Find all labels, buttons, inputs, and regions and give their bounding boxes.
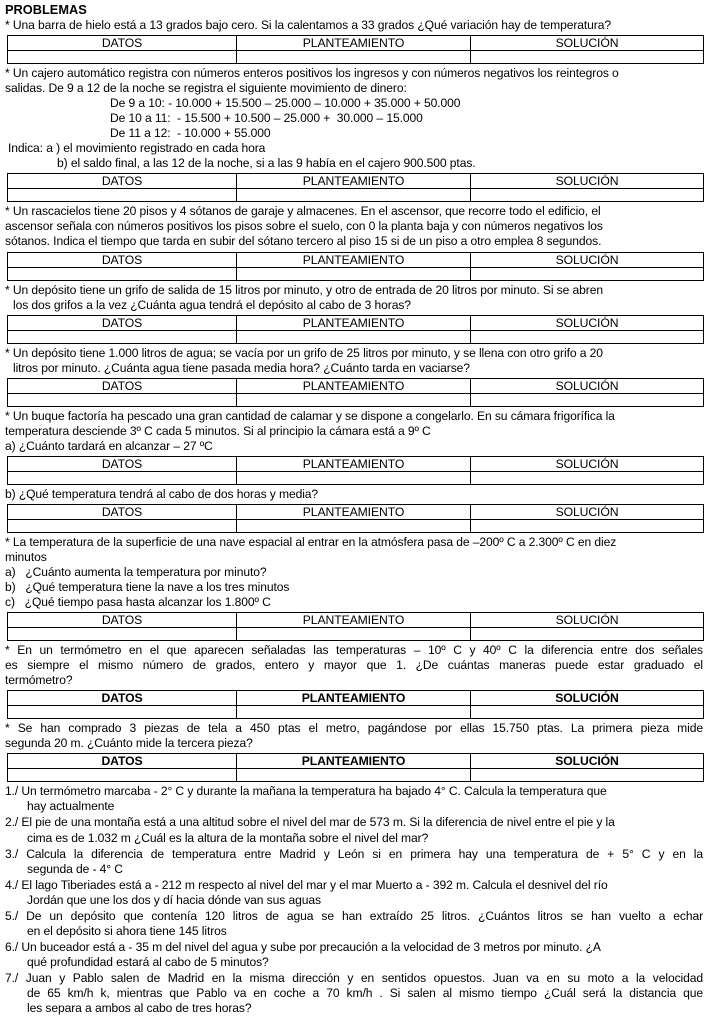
answer-cell-planteamiento <box>237 393 471 406</box>
answer-cell-datos <box>8 628 237 641</box>
table-header-datos: DATOS <box>8 504 237 519</box>
problem-text-line: 2./ El pie de una montaña está a una altitud sobre el nivel del mar de 573 m. Si la diferencia de nivel entre el pie y la <box>5 815 615 830</box>
answer-cell-datos <box>8 769 237 782</box>
problem-text-line: * Un cajero automático registra con números enteros positivos los ingresos y con números negativos los reintegros o <box>5 66 619 81</box>
problem-text-line: es siempre el mismo número de grados, entero y mayor que 1. ¿De cuántas maneras puede estar graduado el <box>5 658 703 673</box>
problem-text-line: cima es de 1.032 m ¿Cuál es la altura de la montaña sobre el nivel del mar? <box>27 830 429 845</box>
problem-text-line: segunda 20 m. ¿Cuánto mide la tercera pieza? <box>5 736 253 751</box>
problem-text-line: Indica: a ) el movimiento registrado en cada hora <box>8 141 266 156</box>
problem-text-line: 6./ Un buceador está a - 35 m del nivel del agua y sube por precaución a la velocidad de 3 metros por minuto. ¿A <box>5 939 601 954</box>
answer-cell-planteamiento <box>237 769 471 782</box>
answer-cell-solucion <box>471 706 704 719</box>
answer-cell-planteamiento <box>237 51 471 64</box>
problem-paragraph <box>5 847 703 877</box>
problem-text-line: De 10 a 11: - 15.500 + 10.500 – 25.000 + 30.000 – 15.000 <box>110 111 423 126</box>
problem-text-line: a) ¿Cuánto aumenta la temperatura por minuto? <box>5 564 267 579</box>
problem-text-line: a) ¿Cuánto tardará en alcanzar – 27 ºC <box>5 438 213 453</box>
problem-text-line: 4./ El lago Tiberiades está a - 212 m respecto al nivel del mar y el mar Muerto a - 392 m. Calcula el desnivel del río <box>5 877 608 892</box>
problem-text-line: qué profundidad estará al cabo de 5 minutos? <box>27 954 269 969</box>
answer-cell-datos <box>8 189 237 202</box>
problem-paragraph <box>5 204 703 249</box>
table-header-planteamiento: PLANTEAMIENTO <box>237 613 471 628</box>
answers-table <box>7 753 704 782</box>
problem-text-line: en el depósito si ahora tiene 145 litros <box>27 923 227 938</box>
answer-cell-datos <box>8 393 237 406</box>
problem-paragraph <box>5 721 703 751</box>
answers-table <box>7 173 704 202</box>
problem-text-line: b) el saldo final, a las 12 de la noche, si a las 9 había en el cajero 900.500 ptas. <box>57 156 476 171</box>
problem-text-line: b) ¿Qué temperatura tiene la nave a los tres minutos <box>5 580 290 595</box>
problem-text-line: Jordán que une los dos y dí hacia dónde van sus aguas <box>27 892 321 907</box>
answer-cell-datos <box>8 471 237 484</box>
table-header-planteamiento: PLANTEAMIENTO <box>237 456 471 471</box>
problem-text-line: * En un termómetro en el que aparecen señaladas las temperaturas – 10º C y 40º C la diferencia entre dos señales <box>5 643 703 658</box>
problem-paragraph <box>5 346 703 376</box>
problem-text-line: temperatura desciende 3º C cada 5 minutos. Si al principio la cámara está a 9º C <box>5 423 431 438</box>
problem-paragraph <box>5 535 703 610</box>
problem-paragraph <box>5 940 703 970</box>
problem-text-line: De 9 a 10: - 10.000 + 15.500 – 25.000 – 10.000 + 35.000 + 50.000 <box>110 96 461 111</box>
problem-text-line: les separa a ambos al cabo de tres horas? <box>27 1001 252 1016</box>
problem-text-line: minutos <box>5 549 47 564</box>
problem-paragraph <box>5 283 703 313</box>
answer-cell-solucion <box>471 330 704 343</box>
answer-cell-planteamiento <box>237 628 471 641</box>
problem-text-line: 1./ Un termómetro marcaba - 2° C y durante la mañana la temperatura ha bajado 4° C. Calcula la temperatura que <box>5 784 607 799</box>
answer-cell-solucion <box>471 519 704 532</box>
problem-text-line: * Un depósito tiene un grifo de salida de 15 litros por minuto, y otro de entrada de 20 litros por minuto. Si se abren <box>5 282 603 297</box>
problem-text-line: * La temperatura de la superficie de una nave espacial al entrar en la atmósfera pasa de –200º C a 2.300º C en diez <box>5 534 617 549</box>
problem-paragraph <box>5 815 703 845</box>
problem-text-line: De 11 a 12: - 10.000 + 55.000 <box>110 126 271 141</box>
problem-paragraph <box>5 409 703 454</box>
problem-text-line: litros por minuto. ¿Cuánta agua tiene pasada media hora? ¿Cuánto tarda en vaciarse? <box>13 360 470 375</box>
problem-text-line: 7./ Juan y Pablo salen de Madrid en la misma dirección y en sentidos opuestos. Juan va en su moto a la velocidad <box>5 970 703 985</box>
table-header-datos: DATOS <box>8 315 237 330</box>
answer-cell-solucion <box>471 267 704 280</box>
problem-paragraph <box>5 487 703 502</box>
table-header-datos: DATOS <box>8 456 237 471</box>
answer-cell-planteamiento <box>237 189 471 202</box>
problem-text-line: * Un buque factoría ha pescado una gran cantidad de calamar y se dispone a congelarlo. En su cámara frigorífica la <box>5 408 615 423</box>
answer-cell-solucion <box>471 189 704 202</box>
answers-table <box>7 504 704 533</box>
problem-text-line: * Un rascacielos tiene 20 pisos y 4 sótanos de garaje y almacenes. En el ascensor, que recorre todo el edificio, el <box>5 204 601 219</box>
answer-cell-datos <box>8 519 237 532</box>
answers-table <box>7 252 704 281</box>
answer-cell-planteamiento <box>237 267 471 280</box>
table-header-planteamiento: PLANTEAMIENTO <box>237 36 471 51</box>
table-header-datos: DATOS <box>8 754 237 769</box>
answer-cell-solucion <box>471 51 704 64</box>
table-header-datos: DATOS <box>8 378 237 393</box>
problem-text-line: * Se han comprado 3 piezas de tela a 450 ptas el metro, pagándose por ellas 15.750 ptas. La primera pieza mide <box>5 721 703 736</box>
problem-text-line: 5./ De un depósito que contenía 120 litros de agua se han extraído 25 litros. ¿Cuántos litros se han vuelto a echar <box>5 908 703 923</box>
problem-paragraph <box>5 784 703 814</box>
table-header-solucion: SOLUCIÓN <box>471 691 704 706</box>
answer-cell-planteamiento <box>237 706 471 719</box>
problem-text-line: termómetro? <box>5 673 73 688</box>
answer-cell-solucion <box>471 769 704 782</box>
table-header-solucion: SOLUCIÓN <box>471 315 704 330</box>
problem-text-line: * Un depósito tiene 1.000 litros de agua; se vacía por un grifo de 25 litros por minuto, y se llena con otro grifo a 20 <box>5 345 603 360</box>
table-header-planteamiento: PLANTEAMIENTO <box>237 315 471 330</box>
page-title: PROBLEMAS <box>5 2 87 17</box>
table-header-datos: DATOS <box>8 691 237 706</box>
table-header-solucion: SOLUCIÓN <box>471 613 704 628</box>
table-header-planteamiento: PLANTEAMIENTO <box>237 378 471 393</box>
table-header-solucion: SOLUCIÓN <box>471 504 704 519</box>
answers-table <box>7 35 704 64</box>
table-header-datos: DATOS <box>8 174 237 189</box>
answer-cell-datos <box>8 51 237 64</box>
problem-text-line: salidas. De 9 a 12 de la noche se registra el siguiente movimiento de dinero: <box>5 81 407 96</box>
problem-paragraph <box>5 18 703 33</box>
table-header-solucion: SOLUCIÓN <box>471 36 704 51</box>
answer-cell-planteamiento <box>237 519 471 532</box>
answer-cell-solucion <box>471 471 704 484</box>
problem-paragraph <box>5 66 703 171</box>
table-header-planteamiento: PLANTEAMIENTO <box>237 504 471 519</box>
table-header-planteamiento: PLANTEAMIENTO <box>237 252 471 267</box>
answers-table <box>7 315 704 344</box>
answer-cell-solucion <box>471 628 704 641</box>
problem-text-line: 3./ Calcula la diferencia de temperatura entre Madrid y León si en primera hay una temperatura de + 5° C y en la <box>5 846 703 861</box>
answer-cell-datos <box>8 330 237 343</box>
answers-table <box>7 456 704 485</box>
table-header-solucion: SOLUCIÓN <box>471 252 704 267</box>
answers-table <box>7 690 704 719</box>
problem-text-line: de 65 km/h k, mientras que Pablo va en coche a 70 km/h . Si salen al mismo tiempo ¿Cuál será la distancia que <box>27 985 703 1000</box>
answers-table <box>7 612 704 641</box>
worksheet-body <box>5 18 703 1016</box>
problem-text-line: los dos grifos a la vez ¿Cuánta agua tendrá el depósito al cabo de 3 horas? <box>13 297 411 312</box>
table-header-solucion: SOLUCIÓN <box>471 378 704 393</box>
answer-cell-datos <box>8 267 237 280</box>
answer-cell-planteamiento <box>237 330 471 343</box>
answer-cell-planteamiento <box>237 471 471 484</box>
answer-cell-solucion <box>471 393 704 406</box>
table-header-planteamiento: PLANTEAMIENTO <box>237 691 471 706</box>
problem-paragraph <box>5 909 703 939</box>
problem-text-line: sótanos. Indica el tiempo que tarda en subir del sótano tercero al piso 15 si de un piso a otro emplea 8 segundos. <box>5 234 602 249</box>
problem-text-line: hay actualmente <box>27 799 115 814</box>
problem-text-line: b) ¿Qué temperatura tendrá al cabo de dos horas y media? <box>5 486 319 501</box>
problem-paragraph <box>5 643 703 688</box>
problem-text-line: ascensor señala con números positivos los pisos sobre el suelo, con 0 la planta baja y con números negativos los <box>5 219 603 234</box>
problem-paragraph <box>5 878 703 908</box>
problem-paragraph <box>5 971 703 1016</box>
table-header-solucion: SOLUCIÓN <box>471 754 704 769</box>
table-header-planteamiento: PLANTEAMIENTO <box>237 174 471 189</box>
table-header-datos: DATOS <box>8 613 237 628</box>
answers-table <box>7 378 704 407</box>
answer-cell-datos <box>8 706 237 719</box>
table-header-datos: DATOS <box>8 252 237 267</box>
problem-text-line: c) ¿Qué tiempo pasa hasta alcanzar los 1.800º C <box>5 595 271 610</box>
table-header-datos: DATOS <box>8 36 237 51</box>
problem-text-line: * Una barra de hielo está a 13 grados bajo cero. Si la calentamos a 33 grados ¿Qué variación hay de temperatura? <box>5 18 611 32</box>
table-header-planteamiento: PLANTEAMIENTO <box>237 754 471 769</box>
table-header-solucion: SOLUCIÓN <box>471 174 704 189</box>
problem-text-line: segunda de - 4° C <box>27 861 123 876</box>
table-header-solucion: SOLUCIÓN <box>471 456 704 471</box>
